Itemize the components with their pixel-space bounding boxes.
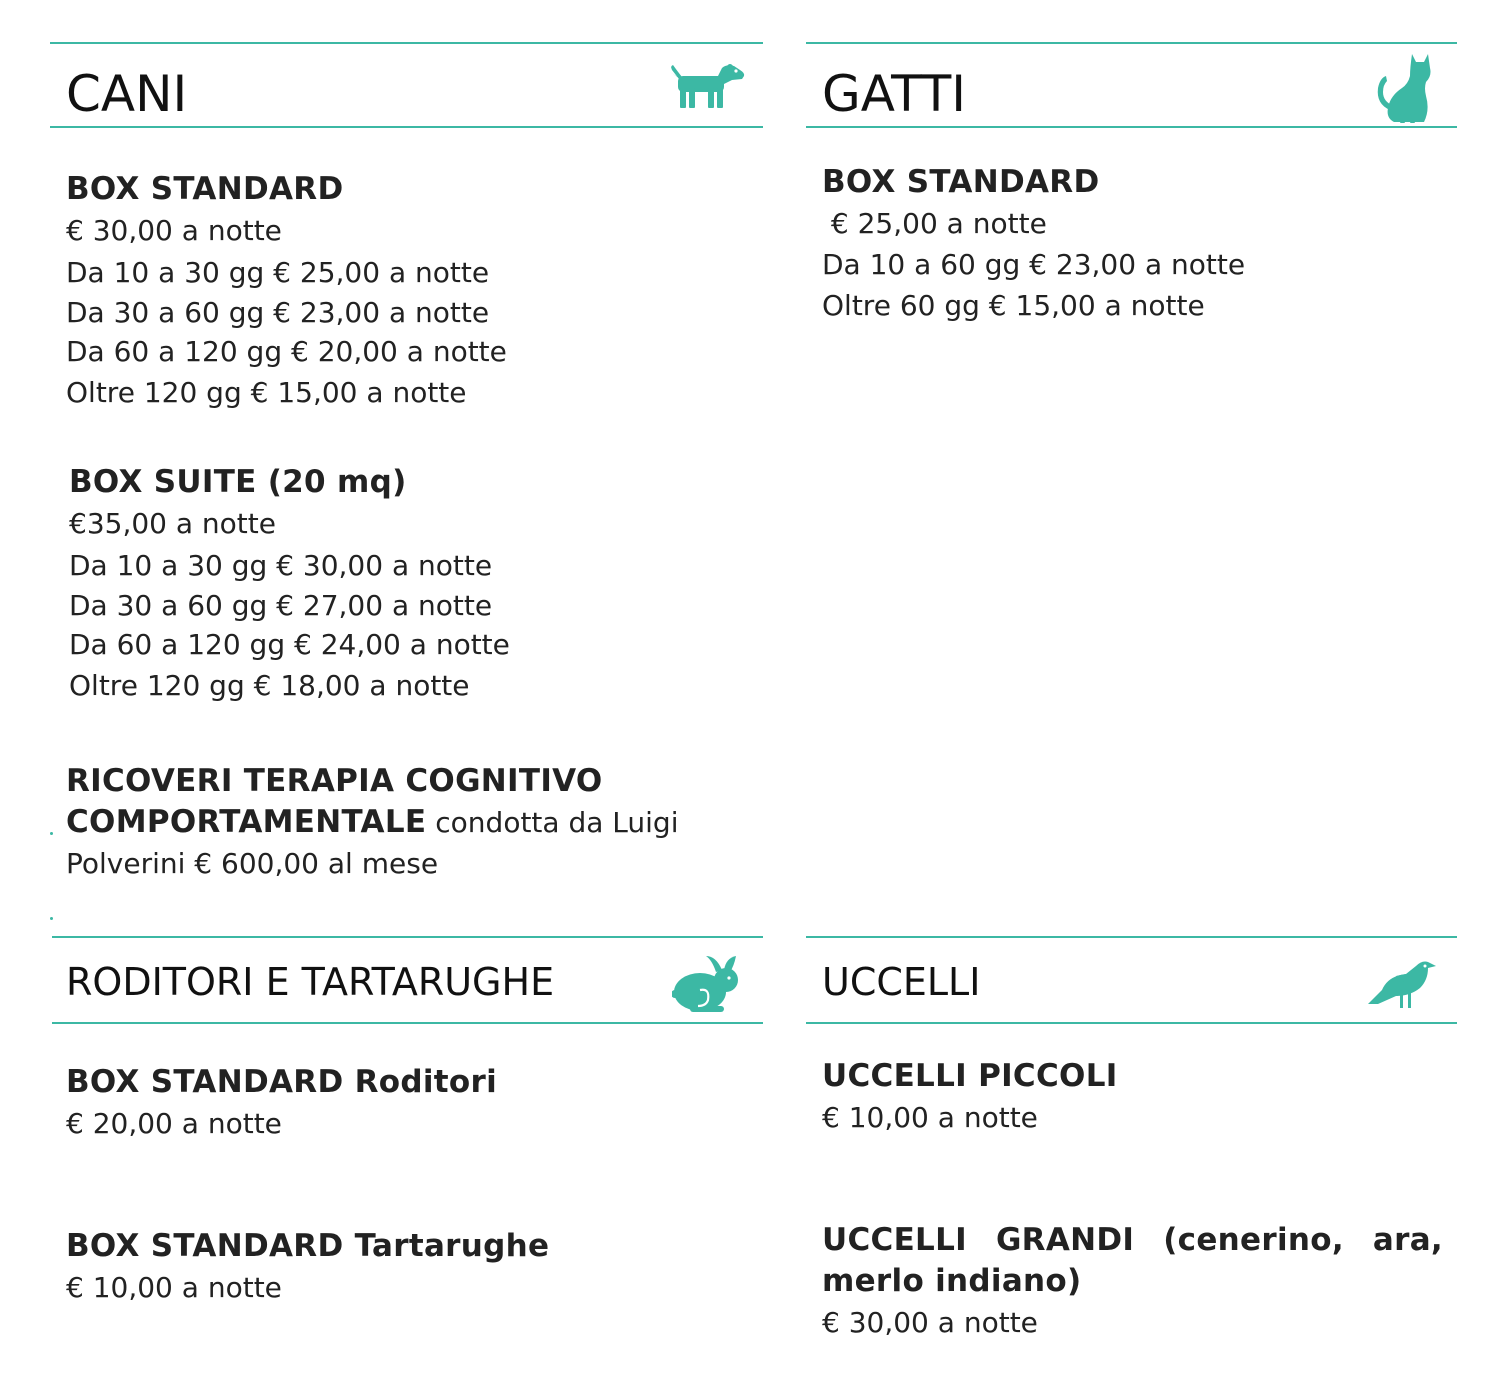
- price-line: Oltre 60 gg € 15,00 a notte: [822, 289, 1205, 322]
- box-title: [66, 1062, 755, 1103]
- price-line: Da 10 a 30 gg € 25,00 a notte: [66, 256, 490, 289]
- price-line: € 10,00 a notte: [66, 1271, 282, 1304]
- box-title: UCCELLI GRANDI (cenerino, ara, merlo indiano): [822, 1222, 1443, 1299]
- header-uccelli: [806, 936, 1457, 1024]
- price-line: € 30,00 a notte: [822, 1306, 1038, 1339]
- price-line: Oltre 120 gg € 18,00 a notte: [69, 669, 470, 702]
- price-line: € 20,00 a notte: [66, 1107, 282, 1140]
- box-standard-roditori: [66, 1062, 755, 1144]
- box-title: COMPORTAMENTALE: [66, 804, 427, 840]
- terapia-line: [66, 802, 755, 843]
- box-title-main: BOX STANDARD: [66, 1228, 344, 1264]
- section-uccelli: [806, 936, 1457, 1356]
- price-line: Da 60 a 120 gg € 24,00 a notte: [69, 628, 510, 661]
- box-standard-gatti: [822, 162, 1449, 326]
- section-roditori: [52, 936, 763, 1336]
- ricoveri-terapia: [66, 761, 755, 884]
- box-standard-tartarughe: [66, 1226, 755, 1308]
- section-title: UCCELLI: [822, 960, 981, 1004]
- box-title: UCCELLI PICCOLI: [822, 1058, 1118, 1094]
- box-title: BOX STANDARD: [66, 171, 344, 207]
- box-title: BOX STANDARD: [822, 164, 1100, 200]
- section-title: RODITORI E TARTARUGHE: [66, 960, 555, 1004]
- terapia-text: condotta da Luigi: [426, 806, 679, 839]
- dog-icon: [668, 64, 746, 110]
- terapia-text: Polverini € 600,00 al mese: [66, 847, 439, 880]
- price-line: € 10,00 a notte: [822, 1101, 1038, 1134]
- section-title: GATTI: [822, 65, 967, 123]
- section-title: CANI: [66, 65, 188, 123]
- price-line: Da 30 a 60 gg € 27,00 a notte: [69, 589, 493, 622]
- decor-dot: [50, 917, 53, 920]
- box-suite-cani: [69, 462, 755, 706]
- box-standard-cani: [66, 169, 755, 413]
- box-title-suffix: Tartarughe: [343, 1228, 550, 1264]
- price-line: Oltre 120 gg € 15,00 a notte: [66, 376, 467, 409]
- box-title: BOX SUITE (20 mq): [69, 464, 407, 500]
- price-line: Da 10 a 30 gg € 30,00 a notte: [69, 549, 493, 582]
- header-roditori: [52, 936, 763, 1024]
- box-title-suffix: Roditori: [343, 1064, 498, 1100]
- decor-dot: [50, 832, 53, 835]
- price-line: Da 30 a 60 gg € 23,00 a notte: [66, 296, 490, 329]
- uccelli-grandi: [822, 1220, 1443, 1343]
- box-title-main: BOX STANDARD: [66, 1064, 344, 1100]
- section-gatti: [806, 42, 1457, 342]
- box-title: RICOVERI TERAPIA COGNITIVO: [66, 763, 603, 799]
- box-title: [66, 1226, 755, 1267]
- bird-icon: [1366, 954, 1438, 1012]
- uccelli-piccoli: [822, 1056, 1449, 1138]
- price-line: Da 60 a 120 gg € 20,00 a notte: [66, 335, 507, 368]
- price-line: Da 10 a 60 gg € 23,00 a notte: [822, 248, 1246, 281]
- section-cani: [50, 42, 763, 882]
- price-line: € 25,00 a notte: [822, 207, 1047, 240]
- price-line: € 30,00 a notte: [66, 214, 282, 247]
- price-line: €35,00 a notte: [69, 507, 276, 540]
- cat-icon: [1372, 52, 1432, 124]
- header-gatti: [806, 42, 1457, 128]
- rabbit-icon: [672, 954, 742, 1014]
- header-cani: [50, 42, 763, 128]
